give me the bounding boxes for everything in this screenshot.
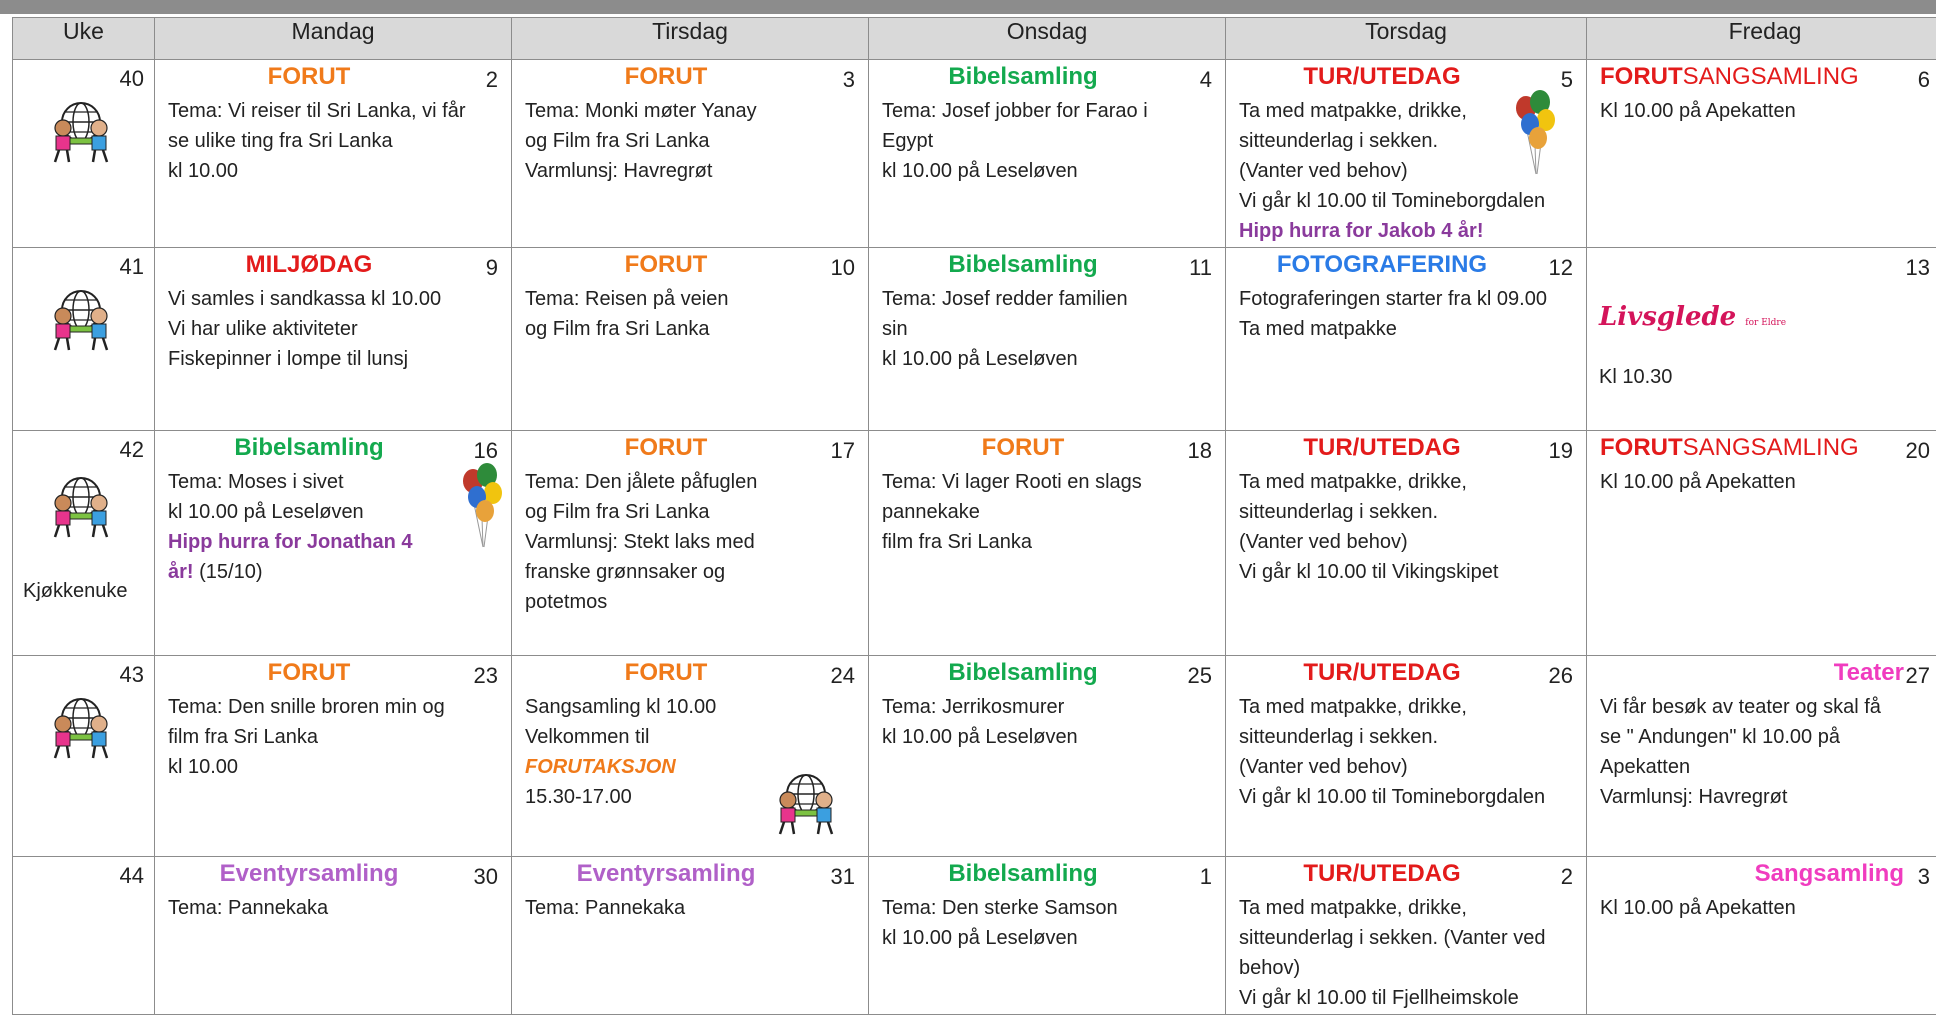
event-line: franske grønnsaker og [525,561,726,583]
event-title: Bibelsamling [234,434,384,461]
week-cell [13,656,155,857]
event-title: TUR/UTEDAG [1303,434,1461,461]
event-line: Vi har ulike aktiviteter [168,318,358,340]
week-number: 44 [119,863,144,888]
event-line: Fotograferingen starter fra kl 09.00 [1239,288,1547,310]
event-title: Bibelsamling [948,659,1098,686]
day-number: 20 [1905,438,1930,463]
day-number: 1 [1199,864,1212,889]
event-line: kl 10.00 [168,756,239,778]
day-cell-monday [155,857,512,1015]
week-number: 43 [119,662,144,687]
forut-globe-kids-icon [41,86,121,166]
event-title: FORUT [267,63,351,90]
event-title: FOTOGRAFERING [1276,251,1488,278]
event-line: Tema: Jerrikosmurer [882,696,1065,718]
event-line: Kl 10.00 på Apekatten [1600,897,1796,919]
forutaksjon-text: FORUTAKSJON [525,756,676,778]
event-line: kl 10.00 på Leseløven [882,726,1078,748]
week-row [13,857,1936,1015]
event-line: Tema: Josef jobber for Farao i [882,100,1148,122]
event-line: og Film fra Sri Lanka [525,501,710,523]
event-title: Bibelsamling [948,860,1098,887]
event-line: Tema: Pannekaka [525,897,686,919]
day-number: 2 [485,67,498,92]
event-line: Vi går kl 10.00 til Tomineborgdalen [1239,190,1546,212]
event-title-sangsamling: SANGSAMLING [1682,434,1859,461]
day-number: 12 [1548,255,1573,280]
forut-globe-kids-icon [41,682,121,762]
day-number: 27 [1905,663,1930,688]
day-cell-tuesday [512,656,869,857]
week-row [13,60,1936,248]
event-line: Vi samles i sandkassa kl 10.00 [168,288,442,310]
day-cell-tuesday [512,60,869,248]
header-friday: Fredag [1587,18,1936,60]
day-number: 4 [1199,67,1212,92]
event-line: Tema: Monki møter Yanay [525,100,757,122]
event-title [1600,434,1859,462]
event-line: Tema: Den snille broren min og [168,696,445,718]
event-line: Velkommen til [525,726,650,748]
event-line: (Vanter ved behov) [1239,756,1408,778]
day-number: 19 [1548,438,1573,463]
event-title: TUR/UTEDAG [1303,860,1461,887]
event-line: Sangsamling kl 10.00 [525,696,717,718]
day-number: 31 [830,864,855,889]
event-line: og Film fra Sri Lanka [525,130,710,152]
event-title-forut: FORUT [1600,63,1683,90]
day-number: 30 [473,864,498,889]
event-line: Kl 10.00 på Apekatten [1600,471,1796,493]
event-line: film fra Sri Lanka [168,726,319,748]
event-title: Bibelsamling [948,63,1098,90]
day-cell-monday [155,60,512,248]
header-thursday: Torsdag [1226,18,1587,60]
event-line: sitteunderlag i sekken. (Vanter ved [1239,927,1546,949]
week-cell [13,60,155,248]
event-line: Ta med matpakke, drikke, [1239,100,1467,122]
event-title: FORUT [624,63,708,90]
event-line: se ulike ting fra Sri Lanka [168,130,393,152]
event-line: Ta med matpakke, drikke, [1239,696,1467,718]
event-line: Varmlunsj: Havregrøt [1600,786,1788,808]
event-title: Teater [1833,659,1904,686]
day-cell-tuesday [512,431,869,656]
day-number: 17 [830,438,855,463]
event-line: kl 10.00 på Leseløven [882,160,1078,182]
event-line: Tema: Den jålete påfuglen [525,471,758,493]
header-tuesday: Tirsdag [512,18,869,60]
day-number: 18 [1187,438,1212,463]
event-line: (Vanter ved behov) [1239,531,1408,553]
event-line: sitteunderlag i sekken. [1239,501,1439,523]
day-cell-tuesday [512,857,869,1015]
header-uke: Uke [13,18,155,60]
day-cell-monday [155,656,512,857]
day-cell-friday [1587,248,1936,431]
day-number: 3 [842,67,855,92]
day-number: 26 [1548,663,1573,688]
event-line: kl 10.00 på Leseløven [168,501,364,523]
day-cell-thursday [1226,656,1587,857]
event-line: Tema: Vi lager Rooti en slags [882,471,1142,493]
week-row [13,656,1936,857]
week-label: Kjøkkenuke [23,580,128,602]
week-cell [13,431,155,656]
event-line: kl 10.00 på Leseløven [882,348,1078,370]
forut-globe-kids-icon [41,461,121,541]
event-line: kl 10.00 på Leseløven [882,927,1078,949]
week-number: 42 [119,437,144,462]
day-number: 23 [473,663,498,688]
week-row [13,248,1936,431]
event-line: Tema: Josef redder familien [882,288,1128,310]
week-cell [13,857,155,1015]
event-line: Vi går kl 10.00 til Fjellheimskole [1239,987,1519,1009]
day-number: 9 [485,255,498,280]
event-line: Tema: Pannekaka [168,897,329,919]
event-title: Eventyrsamling [219,860,399,887]
balloons-icon [1512,86,1556,178]
event-line: sin [882,318,908,340]
event-line: Apekatten [1600,756,1691,778]
event-title: FORUT [267,659,351,686]
day-number: 10 [830,255,855,280]
day-cell-thursday [1226,248,1587,431]
event-line: Varmlunsj: Havregrøt [525,160,713,182]
birthday-note-cont: år! [168,561,194,583]
event-line: Fiskepinner i lompe til lunsj [168,348,409,370]
week-cell [13,248,155,431]
event-title: TUR/UTEDAG [1303,659,1461,686]
day-cell-friday [1587,857,1936,1015]
event-line: Vi går kl 10.00 til Tomineborgdalen [1239,786,1546,808]
day-cell-monday [155,248,512,431]
birthday-note: Hipp hurra for Jakob 4 år! [1239,220,1484,242]
event-line: se " Andungen" kl 10.00 på [1600,726,1840,748]
birthday-note: Hipp hurra for Jonathan 4 [168,531,413,553]
day-number: 16 [473,438,498,463]
birthday-date: (15/10) [193,561,263,583]
event-line: film fra Sri Lanka [882,531,1033,553]
event-line: Ta med matpakke, drikke, [1239,471,1467,493]
event-line: sitteunderlag i sekken. [1239,130,1439,152]
event-line: Kl 10.00 på Apekatten [1600,100,1796,122]
day-cell-wednesday [869,857,1226,1015]
day-cell-wednesday [869,656,1226,857]
day-number: 25 [1187,663,1212,688]
event-title: FORUT [981,434,1065,461]
day-cell-wednesday [869,431,1226,656]
header-monday: Mandag [155,18,512,60]
forut-globe-kids-icon [766,758,846,838]
event-line: Ta med matpakke [1239,318,1397,340]
day-cell-thursday [1226,60,1587,248]
event-line: Tema: Reisen på veien [525,288,729,310]
event-line: Vi går kl 10.00 til Vikingskipet [1239,561,1499,583]
week-number: 40 [119,66,144,91]
week-number: 41 [119,254,144,279]
event-line: Kl 10.30 [1599,366,1673,388]
day-cell-wednesday [869,248,1226,431]
livsglede-logo-subtext: for Eldre [1745,318,1787,328]
event-title-forut: FORUT [1600,434,1683,461]
day-number: 3 [1917,864,1930,889]
day-number: 6 [1917,67,1930,92]
day-cell-thursday [1226,431,1587,656]
day-cell-friday [1587,60,1936,248]
forut-globe-kids-icon [41,274,121,354]
event-line: kl 10.00 [168,160,239,182]
weekly-calendar-table [12,17,1936,1015]
event-line: behov) [1239,957,1301,979]
day-number: 5 [1560,67,1573,92]
day-cell-tuesday [512,248,869,431]
day-cell-friday [1587,431,1936,656]
event-line: pannekake [882,501,980,523]
event-title: MILJØDAG [245,251,373,278]
day-cell-wednesday [869,60,1226,248]
event-line: Vi får besøk av teater og skal få [1600,696,1881,718]
event-title: Sangsamling [1754,860,1904,887]
livsglede-logo-text: Livsglede [1599,302,1737,332]
event-line: (Vanter ved behov) [1239,160,1408,182]
event-line: Tema: Moses i sivet [168,471,344,493]
livsglede-logo [1599,304,1786,336]
header-row [13,18,1936,60]
event-title: Bibelsamling [948,251,1098,278]
event-line: Egypt [882,130,934,152]
event-line: sitteunderlag i sekken. [1239,726,1439,748]
day-number: 13 [1905,255,1930,280]
event-line: Tema: Den sterke Samson [882,897,1118,919]
event-title: FORUT [624,434,708,461]
event-title: Eventyrsamling [576,860,756,887]
day-cell-thursday [1226,857,1587,1015]
event-title: FORUT [624,659,708,686]
event-line: og Film fra Sri Lanka [525,318,710,340]
day-cell-friday [1587,656,1936,857]
day-number: 24 [830,663,855,688]
event-line: 15.30-17.00 [525,786,632,808]
event-line: potetmos [525,591,608,613]
balloons-icon [459,459,503,551]
event-line: Tema: Vi reiser til Sri Lanka, vi får [168,100,466,122]
event-title: FORUT [624,251,708,278]
event-title-sangsamling: SANGSAMLING [1682,63,1859,90]
header-wednesday: Onsdag [869,18,1226,60]
top-border-bar [0,0,1936,14]
day-cell-monday [155,431,512,656]
event-title: TUR/UTEDAG [1303,63,1461,90]
day-number: 11 [1189,255,1212,280]
event-line: Varmlunsj: Stekt laks med [525,531,755,553]
event-line: Ta med matpakke, drikke, [1239,897,1467,919]
event-title [1600,63,1859,91]
week-row [13,431,1936,656]
day-number: 2 [1560,864,1573,889]
